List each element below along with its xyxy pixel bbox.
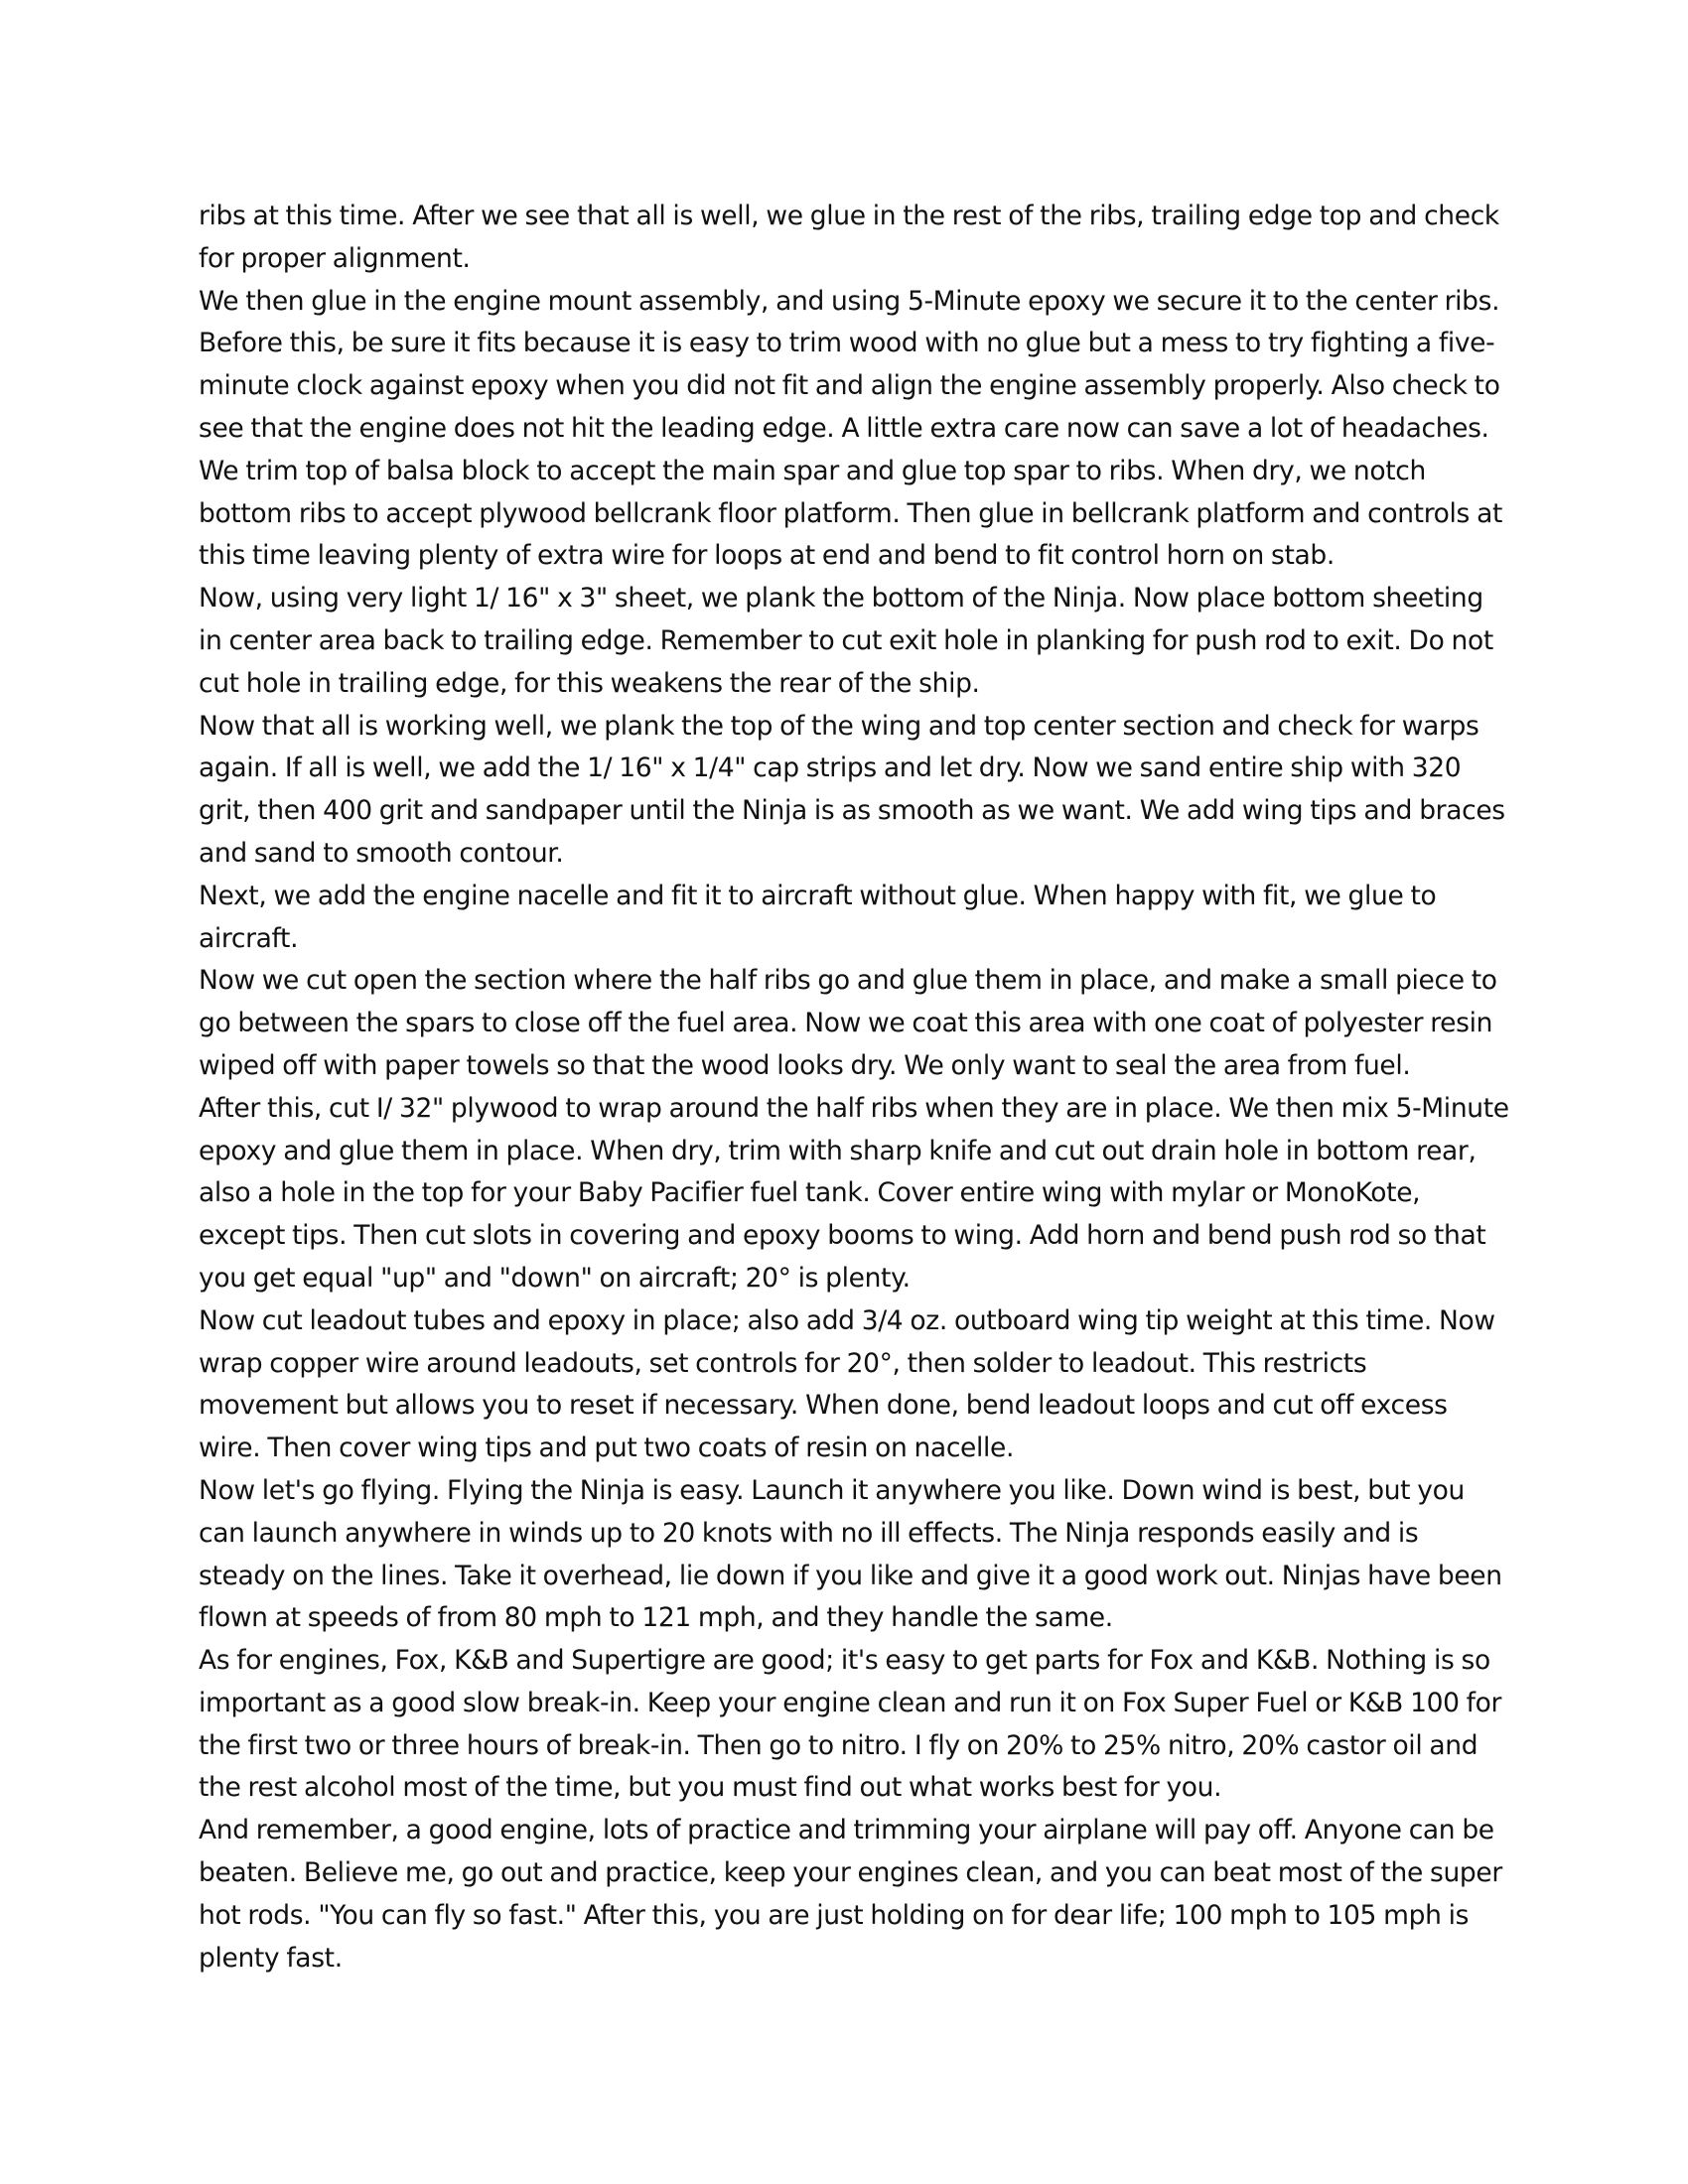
paragraph-closing: And remember, a good engine, lots of practice and trimming your airplane will pay off. Anyone can be beaten. Believe me, go out and practice, keep your engines clean, and you can beat most of the super hot rods. "You can fly so fast." After this, you are just holding on for dear life; 100 mph to 105 mph is plenty fast.: [199, 1815, 1502, 1974]
paragraph-ribs-alignment: ribs at this time. After we see that all is well, we glue in the rest of the ribs, trailing edge top and check for proper alignment.: [199, 201, 1499, 274]
paragraph-bottom-planking: Now, using very light 1/ 16" x 3" sheet, we plank the bottom of the Ninja. Now place bottom sheeting in center area back to trailing edge. Remember to cut exit hole in planking for push rod to exit. Do not cut hole in trailing edge, for this weakens the rear of the ship.: [199, 583, 1493, 699]
paragraph-top-planking: Now that all is working well, we plank the top of the wing and top center section and check for warps again. If all is well, we add the 1/ 16" x 1/4" cap strips and let dry. Now we sand entire ship with 320 grit, then 400 grit and sandpaper until the Ninja is as smooth as we want. We add wing tips and braces and sand to smooth contour.: [199, 710, 1505, 869]
paragraph-balsa-block: We trim top of balsa block to accept the main spar and glue top spar to ribs. When dry, we notch bottom ribs to accept plywood bellcrank floor platform. Then glue in bellcrank platform and controls at this time leaving plenty of extra wire for loops at end and bend to fit control horn on stab.: [199, 455, 1503, 572]
document-page: [199, 196, 1509, 1979]
paragraph-half-ribs: Now we cut open the section where the half ribs go and glue them in place, and make a small piece to go between the spars to close off the fuel area. Now we coat this area with one coat of polyester resin wiped off with paper towels so that the wood looks dry. We only want to seal the area from fuel.: [199, 965, 1497, 1081]
paragraph-engines: As for engines, Fox, K&B and Supertigre are good; it's easy to get parts for Fox and K&B. Nothing is so important as a good slow break-in. Keep your engine clean and run it on Fox Super Fuel or K&B 100 for the first two or three hours of break-in. Then go to nitro. I fly on 20% to 25% nitro, 20% castor oil and the rest alcohol most of the time, but you must find out what works best for you.: [199, 1645, 1502, 1804]
paragraph-plywood-wrap: After this, cut I/ 32" plywood to wrap around the half ribs when they are in place. We then mix 5-Minute epoxy and glue them in place. When dry, trim with sharp knife and cut out drain hole in bottom rear, also a hole in the top for your Baby Pacifier fuel tank. Cover entire wing with mylar or MonoKote, except tips. Then cut slots in covering and epoxy booms to wing. Add horn and bend push rod so that you get equal "up" and "down" on aircraft; 20° is plenty.: [199, 1092, 1509, 1294]
paragraph-engine-nacelle: Next, we add the engine nacelle and fit it to aircraft without glue. When happy with fit, we glue to aircraft.: [199, 880, 1437, 954]
paragraph-engine-mount: We then glue in the engine mount assembly, and using 5-Minute epoxy we secure it to the center ribs. Before this, be sure it fits because it is easy to trim wood with no glue but a mess to try fighting a five-minute clock against epoxy when you did not fit and align the engine assembly properly. Also check to see that the engine does not hit the leading edge. A little extra care now can save a lot of headaches.: [199, 285, 1500, 444]
paragraph-leadout-tubes: Now cut leadout tubes and epoxy in place; also add 3/4 oz. outboard wing tip weight at this time. Now wrap copper wire around leadouts, set controls for 20°, then solder to leadout. This restricts movement but allows you to reset if necessary. When done, bend leadout loops and cut off excess wire. Then cover wing tips and put two coats of resin on nacelle.: [199, 1304, 1495, 1464]
paragraph-flying: Now let's go flying. Flying the Ninja is easy. Launch it anywhere you like. Down wind is best, but you can launch anywhere in winds up to 20 knots with no ill effects. The Ninja responds easily and is steady on the lines. Take it overhead, lie down if you like and give it a good work out. Ninjas have been flown at speeds of from 80 mph to 121 mph, and they handle the same.: [199, 1474, 1502, 1634]
